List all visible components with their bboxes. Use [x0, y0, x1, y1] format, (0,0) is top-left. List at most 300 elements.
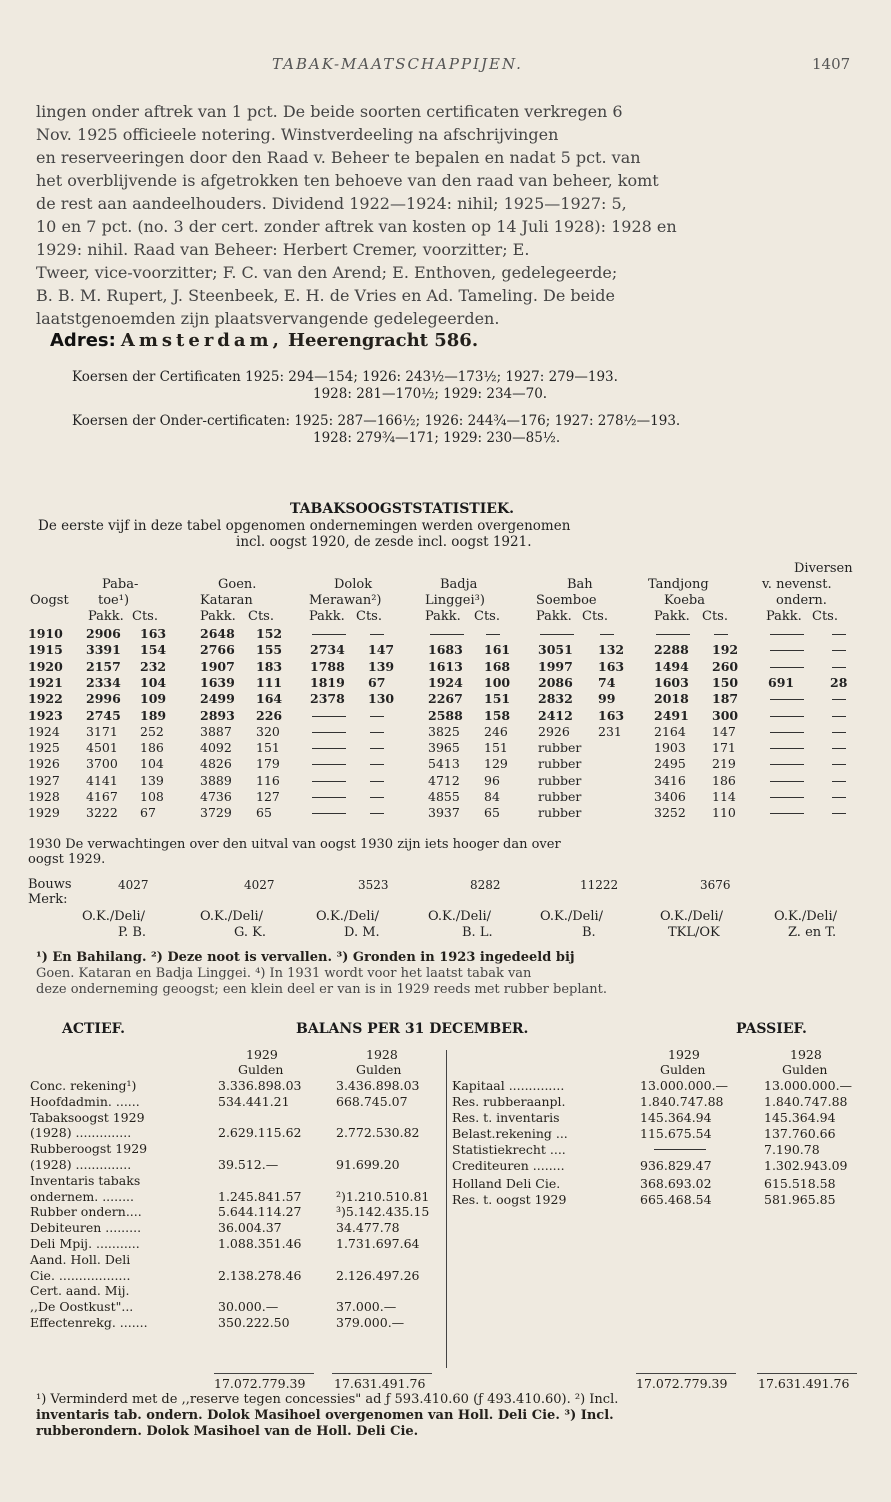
passief-item-label: Res. rubberaanpl.: [452, 1094, 566, 1109]
table-year: 1923: [28, 708, 63, 723]
table-cell: 1603: [654, 675, 689, 690]
merk-line2: B.: [582, 925, 596, 940]
balance-footnote1: ¹) Verminderd met de ,,reserve tegen concessies" ad ƒ 593.410.60 (ƒ 493.410.60). ²) Incl.: [36, 1392, 619, 1407]
right-year2: 1928: [790, 1047, 822, 1062]
table-cell: 132: [598, 642, 625, 657]
table-dash: [832, 781, 846, 782]
table-cell: 1494: [654, 659, 689, 674]
passief-item-1928: 581.965.85: [764, 1192, 836, 1207]
table-cell: 2648: [200, 626, 235, 641]
passief-item-1928: 1.840.747.88: [764, 1094, 848, 1109]
merk-line2: Z. en T.: [788, 925, 837, 940]
total-left-1929: 17.072.779.39: [214, 1376, 306, 1391]
actief-item-1928: 34.477.78: [336, 1220, 400, 1236]
actief-item-1928: 37.000.—: [336, 1299, 397, 1315]
table-cell: 164: [256, 691, 283, 706]
table-cell: 2164: [654, 724, 686, 739]
unit-pakk: Pakk.: [425, 609, 461, 624]
passief-item-label: Kapitaal ..............: [452, 1078, 565, 1093]
bouws-label: Bouws: [28, 877, 72, 892]
actief-item-1929: 350.222.50: [218, 1315, 290, 1330]
table-cell: 4092: [200, 740, 232, 755]
table-cell: 67: [368, 675, 386, 690]
actief-item-label: Inventaris tabaks: [30, 1172, 141, 1188]
table-cell: 3887: [200, 724, 232, 739]
balance-footnote2: inventaris tab. ondern. Dolok Masihoel overgenomen van Holl. Deli Cie. ³) Incl.: [36, 1408, 614, 1423]
table-cell: rubber: [538, 740, 582, 755]
passief-item-label: Statistiekrecht ....: [452, 1142, 566, 1157]
left-gulden2: Gulden: [356, 1062, 402, 1077]
table-cell: 231: [598, 724, 622, 739]
table-dash: [832, 748, 846, 749]
actief-item-1928: 379.000.—: [336, 1315, 405, 1330]
table-cell: 163: [598, 708, 625, 723]
table-cell: 1613: [428, 659, 463, 674]
header-col-name: Tandjong: [648, 577, 709, 592]
bouws-value: 3523: [358, 878, 389, 892]
passief-item-label: Res. t. oogst 1929: [452, 1192, 567, 1207]
table-year: 1924: [28, 724, 60, 739]
actief-item-label: ,,De Oostkust"...: [30, 1299, 134, 1315]
actief-item-1928: 3.436.898.03: [336, 1078, 420, 1093]
table-cell: 2906: [86, 626, 121, 641]
table-cell: 691: [768, 675, 795, 690]
table-cell: 219: [712, 756, 736, 771]
table-dash: [770, 748, 804, 749]
header-col-subname: toe¹): [98, 593, 130, 608]
header-col-subname: Soemboe: [536, 593, 597, 608]
table-dash: [832, 813, 846, 814]
passief-item-1928: 137.760.66: [764, 1126, 836, 1141]
actief-item-label: Debiteuren .........: [30, 1220, 142, 1236]
actief-item-label: Aand. Holl. Deli: [30, 1251, 131, 1267]
header-col-name: Paba-: [102, 577, 139, 592]
table-cell: 252: [140, 724, 164, 739]
table-cell: 2996: [86, 691, 121, 706]
unit-pakk: Pakk.: [309, 609, 345, 624]
table-cell: 104: [140, 756, 164, 771]
table-cell: 246: [484, 724, 508, 739]
table-cell: 3965: [428, 740, 460, 755]
merk-line1: O.K./Deli/: [660, 909, 724, 924]
table-cell: 3729: [200, 805, 232, 820]
table-cell: 130: [368, 691, 395, 706]
table-cell: 139: [140, 773, 164, 788]
table-cell: 2086: [538, 675, 573, 690]
table-dash: [770, 813, 804, 814]
actief-item-1929: 39.512.—: [218, 1157, 279, 1172]
unit-pakk: Pakk.: [200, 609, 236, 624]
table-dash: [770, 699, 804, 700]
table-cell: 147: [712, 724, 736, 739]
merk-line1: O.K./Deli/: [540, 909, 604, 924]
header-oogst: Oogst: [30, 593, 69, 608]
actief-item-1929: 534.441.21: [218, 1093, 290, 1109]
table-cell: 187: [712, 691, 739, 706]
table-dash: [832, 764, 846, 765]
table-cell: 1907: [200, 659, 235, 674]
table-dash: [370, 716, 384, 717]
intro-line: de rest aan aandeelhouders. Dividend 1922—1924: nihil; 1925—1927: 5,: [36, 194, 627, 213]
table-cell: 109: [140, 691, 167, 706]
unit-pakk: Pakk.: [536, 609, 572, 624]
intro-line: Nov. 1925 officieele notering. Winstverdeeling na afschrijvingen: [36, 125, 559, 144]
table-cell: 186: [140, 740, 164, 755]
table-cell: 111: [256, 675, 283, 690]
merk-label: Merk:: [28, 892, 68, 907]
merk-line1: O.K./Deli/: [774, 909, 838, 924]
table-cell: 4712: [428, 773, 460, 788]
table-cell: 158: [484, 708, 511, 723]
unit-cts: Cts.: [582, 609, 608, 624]
table-dash: [770, 650, 804, 651]
table-dash: [770, 667, 804, 668]
passief-item-1929: 1.840.747.88: [640, 1094, 724, 1109]
right-gulden2: Gulden: [782, 1062, 828, 1077]
passief-item-label: Crediteuren ........: [452, 1158, 565, 1173]
table-dash: [656, 634, 690, 635]
koersen-onder-line2: 1928: 279¾—171; 1929: 230—85½.: [313, 430, 561, 446]
table-dash: [540, 634, 574, 635]
table-cell: 3252: [654, 805, 686, 820]
header-col-name: Badja: [440, 577, 478, 592]
table-dash: [312, 781, 346, 782]
passief-item-label: Res. t. inventaris: [452, 1110, 560, 1125]
balance-footnote3: rubberondern. Dolok Masihoel van de Holl. Deli Cie.: [36, 1424, 419, 1439]
table-cell: 96: [484, 773, 500, 788]
koersen-onder-line1: Koersen der Onder-certificaten: 1925: 287—166½; 1926: 244¾—176; 1927: 278½—193.: [72, 413, 681, 429]
merk-line2: B. L.: [462, 925, 493, 940]
table-year: 1925: [28, 740, 60, 755]
table-cell: 127: [256, 789, 280, 804]
actief-item-1929: 2.138.278.46: [218, 1267, 302, 1283]
actief-item-label: Cie. ..................: [30, 1267, 131, 1283]
stats-footnote-line3: deze onderneming geoogst; een klein deel er van is in 1929 reeds met rubber beplant.: [36, 982, 608, 997]
table-dash: [714, 634, 728, 635]
table-cell: 84: [484, 789, 500, 804]
header-col-name: v. nevenst.: [762, 577, 832, 592]
passief-item-1929: 665.468.54: [640, 1192, 712, 1207]
table-cell: 104: [140, 675, 167, 690]
table-cell: 3051: [538, 642, 573, 657]
table-cell: 3937: [428, 805, 460, 820]
table-year: 1920: [28, 659, 63, 674]
header-col-name: Bah: [567, 577, 593, 592]
table-dash: [770, 781, 804, 782]
address-line: [50, 330, 478, 351]
table-dash: [832, 716, 846, 717]
table-cell: 4855: [428, 789, 460, 804]
table-cell: 147: [368, 642, 395, 657]
bouws-value: 8282: [470, 878, 501, 892]
table-dash: [832, 650, 846, 651]
unit-cts: Cts.: [356, 609, 382, 624]
table-cell: 114: [712, 789, 736, 804]
table-cell: 192: [712, 642, 739, 657]
actief-item-label: Rubberoogst 1929: [30, 1141, 148, 1157]
table-cell: 260: [712, 659, 739, 674]
table-cell: 139: [368, 659, 395, 674]
table-dash: [430, 634, 464, 635]
table-cell: 232: [140, 659, 167, 674]
table-dash: [770, 764, 804, 765]
table-cell: 3700: [86, 756, 118, 771]
table-year: 1922: [28, 691, 63, 706]
total-rule-right2: [757, 1373, 857, 1374]
actief-item-1928: 668.745.07: [336, 1093, 408, 1109]
intro-line: het overblijvende is afgetrokken ten behoeve van den raad van beheer, komt: [36, 171, 659, 190]
table-cell: 151: [256, 740, 280, 755]
table-year: 1921: [28, 675, 63, 690]
table-cell: 1903: [654, 740, 686, 755]
unit-cts: Cts.: [812, 609, 838, 624]
intro-line: 1929: nihil. Raad van Beheer: Herbert Cremer, voorzitter; E.: [36, 240, 530, 259]
table-dash: [370, 781, 384, 782]
table-dash: [312, 732, 346, 733]
table-cell: 320: [256, 724, 280, 739]
unit-pakk: Pakk.: [654, 609, 690, 624]
table-cell: 2495: [654, 756, 686, 771]
table-cell: 129: [484, 756, 508, 771]
passief-item-1929: 368.693.02: [640, 1176, 712, 1191]
table-cell: 4501: [86, 740, 118, 755]
table-cell: 2588: [428, 708, 463, 723]
actief-item-1928: 91.699.20: [336, 1157, 400, 1172]
table-cell: 3416: [654, 773, 686, 788]
table-dash: [370, 748, 384, 749]
table-cell: 100: [484, 675, 511, 690]
total-rule-left2: [332, 1373, 432, 1374]
table-cell: rubber: [538, 789, 582, 804]
actief-item-label: Tabaksoogst 1929: [30, 1109, 145, 1125]
table-cell: 168: [484, 659, 511, 674]
table-dash: [770, 732, 804, 733]
actief-item-1929: 1.245.841.57: [218, 1188, 302, 1204]
table-cell: 110: [712, 805, 736, 820]
table-dash: [312, 634, 346, 635]
header-col-subname: Linggei³): [425, 593, 485, 608]
row-1930-line1: 1930 De verwachtingen over den uitval van oogst 1930 zijn iets hooger dan over: [28, 837, 561, 852]
unit-pakk: Pakk.: [88, 609, 124, 624]
table-cell: 1639: [200, 675, 235, 690]
merk-line1: O.K./Deli/: [316, 909, 380, 924]
actief-item-1929: 5.644.114.27: [218, 1204, 302, 1220]
intro-line: 10 en 7 pct. (no. 3 der cert. zonder aftrek van kosten op 14 Juli 1928): 1928 en: [36, 217, 677, 236]
table-cell: 3406: [654, 789, 686, 804]
table-cell: 300: [712, 708, 739, 723]
intro-line: B. B. M. Rupert, J. Steenbeek, E. H. de Vries en Ad. Tameling. De beide: [36, 286, 615, 305]
bouws-value: 4027: [118, 878, 149, 892]
table-cell: 183: [256, 659, 283, 674]
unit-cts: Cts.: [248, 609, 274, 624]
passief-item-label: Belast.rekening ...: [452, 1126, 568, 1141]
table-dash: [600, 634, 614, 635]
balance-title: BALANS PER 31 DECEMBER.: [296, 1021, 529, 1037]
header-col-subname: Merawan²): [309, 593, 382, 608]
unit-cts: Cts.: [702, 609, 728, 624]
table-cell: 161: [484, 642, 511, 657]
table-cell: 186: [712, 773, 736, 788]
table-cell: 2378: [310, 691, 345, 706]
table-dash: [832, 634, 846, 635]
table-dash: [832, 732, 846, 733]
table-cell: 4826: [200, 756, 232, 771]
running-header-title: TABAK-MAATSCHAPPIJEN.: [272, 55, 523, 73]
row-1930-line2: oogst 1929.: [28, 852, 106, 867]
table-cell: 152: [256, 626, 283, 641]
left-gulden1: Gulden: [238, 1062, 284, 1077]
table-cell: 3222: [86, 805, 118, 820]
table-dash: [370, 813, 384, 814]
passief-item-1929: 115.675.54: [640, 1126, 712, 1141]
page-number: 1407: [812, 55, 851, 73]
table-cell: 2018: [654, 691, 689, 706]
merk-line2: TKL/OK: [668, 925, 720, 940]
total-rule-left1: [214, 1373, 314, 1374]
left-year2: 1928: [366, 1047, 398, 1062]
table-cell: 4167: [86, 789, 118, 804]
table-cell: 2157: [86, 659, 121, 674]
bouws-value: 3676: [700, 878, 731, 892]
table-year: 1915: [28, 642, 63, 657]
actief-item-label: Cert. aand. Mij.: [30, 1283, 130, 1299]
intro-line: laatstgenoemden zijn plaatsvervangende gedelegeerden.: [36, 309, 500, 328]
table-cell: 2499: [200, 691, 235, 706]
merk-line2: P. B.: [118, 925, 147, 940]
table-cell: 3889: [200, 773, 232, 788]
table-cell: 3391: [86, 642, 121, 657]
merk-line1: O.K./Deli/: [200, 909, 264, 924]
passief-item-1929: 936.829.47: [640, 1158, 712, 1173]
unit-pakk: Pakk.: [766, 609, 802, 624]
table-cell: 28: [830, 675, 848, 690]
table-cell: 189: [140, 708, 167, 723]
table-cell: 2334: [86, 675, 121, 690]
table-year: 1927: [28, 773, 60, 788]
right-gulden1: Gulden: [660, 1062, 706, 1077]
table-cell: 65: [484, 805, 500, 820]
total-rule-right1: [636, 1373, 736, 1374]
intro-line: Tweer, vice-voorzitter; F. C. van den Arend; E. Enthoven, gedelegeerde;: [36, 263, 618, 282]
table-dash: [312, 748, 346, 749]
unit-cts: Cts.: [474, 609, 500, 624]
passief-item-1929: 145.364.94: [640, 1110, 712, 1125]
table-cell: 2832: [538, 691, 573, 706]
actief-item-1928: 2.772.530.82: [336, 1125, 420, 1141]
table-dash: [312, 797, 346, 798]
stats-footnote-line2: Goen. Kataran en Badja Linggei. ⁴) In 1931 wordt voor het laatst tabak van: [36, 966, 532, 981]
intro-line: lingen onder aftrek van 1 pct. De beide soorten certificaten verkregen 6: [36, 102, 623, 121]
table-cell: 5413: [428, 756, 460, 771]
actief-item-label: Hoofdadmin. ......: [30, 1093, 140, 1109]
table-cell: 1997: [538, 659, 573, 674]
table-cell: 2288: [654, 642, 689, 657]
stats-title: TABAKSOOGSTSTATISTIEK.: [290, 501, 514, 517]
table-cell: 226: [256, 708, 283, 723]
table-cell: rubber: [538, 773, 582, 788]
stats-footnote-line1: ¹) En Bahilang. ²) Deze noot is vervallen. ³) Gronden in 1923 ingedeeld bij: [36, 950, 575, 965]
table-dash: [312, 764, 346, 765]
balance-center-rule: [446, 1050, 447, 1368]
total-right-1929: 17.072.779.39: [636, 1376, 728, 1391]
table-dash: [770, 797, 804, 798]
actief-item-1929: 36.004.37: [218, 1220, 282, 1236]
balance-passief: PASSIEF.: [736, 1021, 807, 1037]
actief-item-1929: 30.000.—: [218, 1299, 279, 1315]
table-cell: rubber: [538, 756, 582, 771]
table-cell: 116: [256, 773, 280, 788]
table-dash: [312, 716, 346, 717]
passief-item-1929: 13.000.000.—: [640, 1078, 729, 1093]
table-cell: 155: [256, 642, 283, 657]
merk-line2: D. M.: [344, 925, 380, 940]
table-cell: 2766: [200, 642, 235, 657]
table-dash: [770, 716, 804, 717]
table-dash: [654, 1149, 706, 1150]
table-cell: rubber: [538, 805, 582, 820]
header-col-subname: Kataran: [200, 593, 253, 608]
table-cell: 4736: [200, 789, 232, 804]
table-cell: 171: [712, 740, 736, 755]
table-cell: 2267: [428, 691, 463, 706]
table-cell: 151: [484, 691, 511, 706]
table-cell: 108: [140, 789, 164, 804]
left-year1: 1929: [246, 1047, 278, 1062]
actief-item-label: Conc. rekening¹): [30, 1078, 137, 1093]
actief-item-label: ondernem. ........: [30, 1188, 134, 1204]
table-year: 1928: [28, 789, 60, 804]
table-cell: 67: [140, 805, 156, 820]
unit-cts: Cts.: [132, 609, 158, 624]
table-dash: [370, 797, 384, 798]
koersen-cert-line2: 1928: 281—170½; 1929: 234—70.: [313, 386, 548, 402]
passief-item-1928: 1.302.943.09: [764, 1158, 848, 1173]
table-cell: 163: [598, 659, 625, 674]
merk-line2: G. K.: [234, 925, 267, 940]
table-dash: [370, 764, 384, 765]
actief-item-label: Rubber ondern....: [30, 1204, 142, 1220]
actief-item-1929: 2.629.115.62: [218, 1125, 302, 1141]
table-cell: 2745: [86, 708, 121, 723]
table-cell: 154: [140, 642, 167, 657]
address-city: Amsterdam,: [120, 330, 283, 351]
actief-item-1928: ²)1.210.510.81: [336, 1188, 430, 1204]
address-street: Heerengracht 586.: [287, 330, 479, 351]
actief-item-1929: 1.088.351.46: [218, 1236, 302, 1251]
table-cell: 99: [598, 691, 616, 706]
table-dash: [832, 699, 846, 700]
table-cell: 74: [598, 675, 616, 690]
header-col-subname: ondern.: [776, 593, 827, 608]
right-year1: 1929: [668, 1047, 700, 1062]
table-dash: [370, 634, 384, 635]
table-cell: 2893: [200, 708, 235, 723]
table-cell: 3825: [428, 724, 460, 739]
bouws-value: 11222: [580, 878, 619, 892]
header-diversen: Diversen: [794, 561, 853, 576]
table-cell: 2926: [538, 724, 570, 739]
table-cell: 150: [712, 675, 739, 690]
balance-actief: ACTIEF.: [62, 1021, 126, 1037]
table-cell: 1819: [310, 675, 345, 690]
table-year: 1910: [28, 626, 63, 641]
stats-note-line2: incl. oogst 1920, de zesde incl. oogst 1921.: [236, 534, 532, 550]
table-dash: [370, 732, 384, 733]
table-cell: 179: [256, 756, 280, 771]
total-left-1928: 17.631.491.76: [334, 1376, 426, 1391]
table-cell: 163: [140, 626, 167, 641]
actief-item-1928: 1.731.697.64: [336, 1236, 420, 1251]
